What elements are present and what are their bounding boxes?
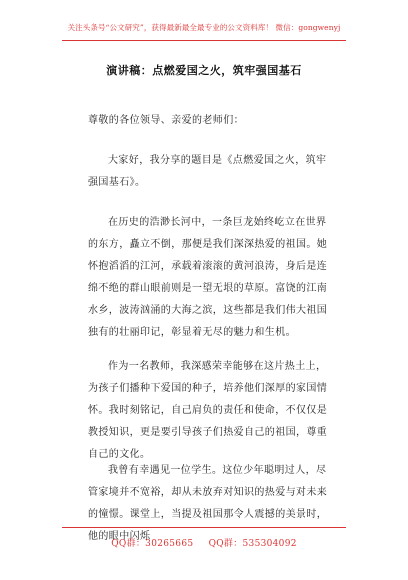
paragraph-homeland: 在历史的浩渺长河中，一条巨龙始终屹立在世界的东方，矗立不倒，那便是我们深深热爱的祖国。她怀抱滔滔的江河，承载着滚滚的黄河浪涛，身后是连绵不绝的群山眼前则是一望无垠的草原。富饶的江南水乡，波涛汹涌的大海之滨，这些都是我们伟大祖国独有的壮丽印记，彰显着无尽的魅力和生机。 (88, 217, 328, 338)
footer-qq-group-1: QQ群：30265665 (111, 539, 194, 549)
paragraph-student: 我曾有幸遇见一位学生。这位少年聪明过人，尽管家境并不宽裕，却从未放弃对知识的热爱与对未来的憧憬。课堂上，当提及祖国那令人震撼的美景时，他的眼中闪烁 (88, 465, 328, 542)
paragraph-intro: 大家好，我分享的题目是《点燃爱国之火，筑牢强国基石》。 (88, 155, 327, 188)
paragraph-salutation: 尊敬的各位领导、亲爱的老师们： (88, 115, 244, 126)
footer (0, 536, 408, 549)
header-banner: 关注头条号“公文研究”，获得最新最全最专业的公文资料库！ 微信：gongwenyj (67, 23, 341, 32)
footer-qq-group-2: QQ群：535304092 (208, 539, 297, 549)
header-divider (62, 40, 346, 41)
document-title: 演讲稿：点燃爱国之火，筑牢强国基石 (106, 64, 302, 77)
footer-divider (62, 527, 346, 528)
paragraph-teacher: 作为一名教师，我深感荣幸能够在这片热土上，为孩子们播种下爱国的种子，培养他们深厚的家国情怀。我时刻铭记，自己肩负的责任和使命，不仅仅是教授知识，更是要引导孩子们热爱自己的祖国，尊重自己的文化。 (88, 361, 328, 460)
